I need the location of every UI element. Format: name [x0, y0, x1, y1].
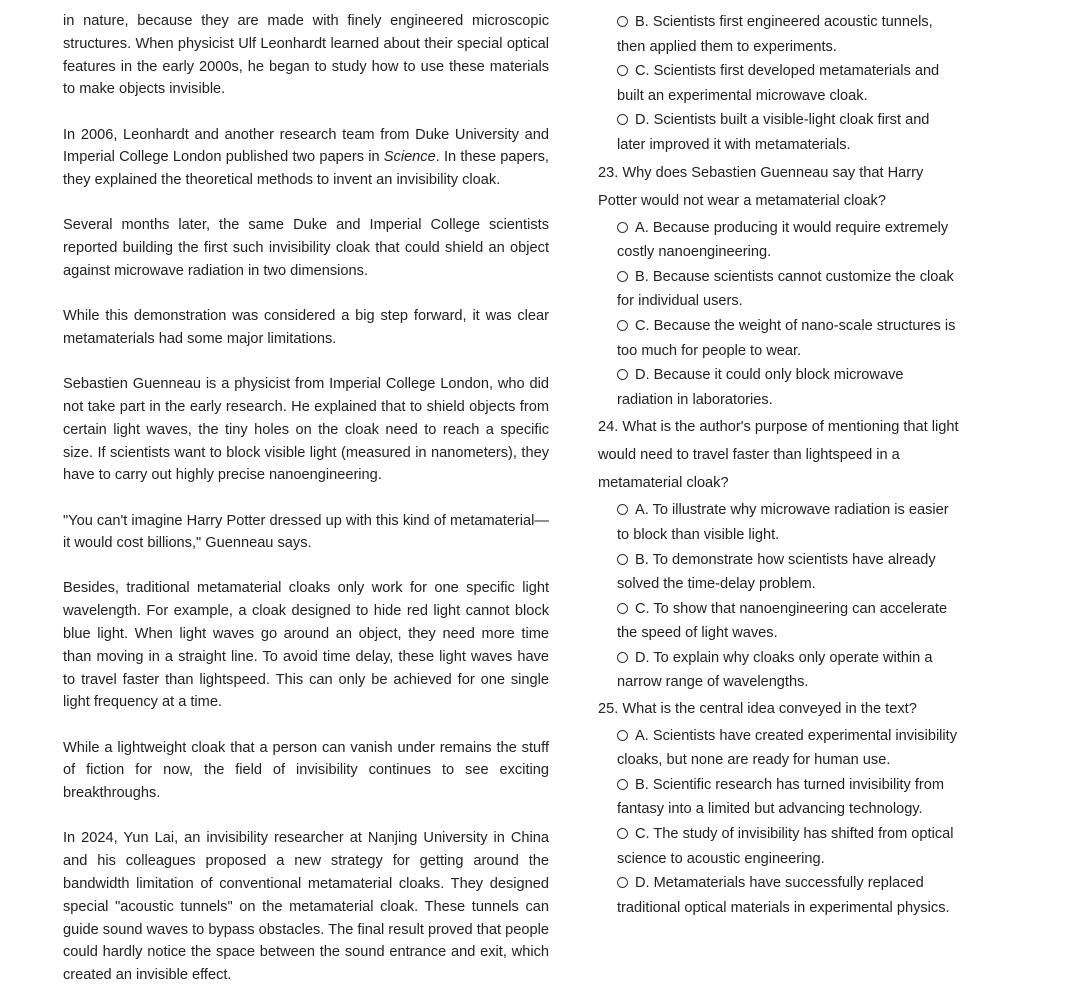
radio-button-icon[interactable] — [617, 828, 628, 839]
question-24-text: 24. What is the author's purpose of mentioning that light would need to travel faster than lightspeed in a metamaterial cloak? — [598, 419, 959, 492]
option-text: C. The study of invisibility has shifted from optical science to acoustic engineering. — [617, 826, 954, 867]
passage-paragraph-1: in nature, because they are made with finely engineered microscopic structures. When physicist Ulf Leonhardt learned about their special optical features in the early 2000s, he began to study how to use these materials to make objects invisible. — [63, 13, 549, 98]
questions-column — [598, 10, 960, 920]
passage-paragraph-7: Besides, traditional metamaterial cloaks only work for one specific light wavelength. For example, a cloak designed to hide red light cannot block blue light. When light waves go around an object, they need more time than moving in a straight line. To avoid time delay, these light waves have to travel faster than lightspeed. This can only be achieved for one single light frequency at a time. — [63, 580, 549, 711]
option-text: A. Scientists have created experimental invisibility cloaks, but none are ready for human use. — [617, 727, 958, 769]
passage-paragraph-4: While this demonstration was considered a big step forward, it was clear metamaterials had some major limitations. — [63, 308, 549, 347]
option-text: B. Because scientists cannot customize the cloak for individual users. — [617, 268, 954, 310]
q23-option-c[interactable] — [617, 314, 960, 363]
radio-button-icon[interactable] — [617, 271, 628, 282]
radio-button-icon[interactable] — [617, 730, 628, 741]
option-text: D. Because it could only block microwave radiation in laboratories. — [617, 367, 904, 408]
radio-button-icon[interactable] — [617, 320, 628, 331]
option-text: C. To show that nanoengineering can accelerate the speed of light waves. — [617, 600, 948, 642]
option-text: C. Scientists first developed metamaterials and built an experimental microwave cloak. — [617, 63, 940, 104]
radio-button-icon[interactable] — [617, 603, 628, 614]
question-22-options — [598, 10, 960, 158]
journal-name: Science — [383, 149, 436, 166]
option-text: A. To illustrate why microwave radiation is easier to block than visible light. — [617, 502, 949, 543]
q22-option-c[interactable] — [617, 59, 960, 108]
passage-paragraph-2 — [63, 124, 549, 192]
passage-paragraph-8: While a lightweight cloak that a person can vanish under remains the stuff of fiction for now, the field of invisibility continues to see exciting breakthroughs. — [63, 739, 549, 802]
radio-button-icon[interactable] — [617, 779, 628, 790]
q24-option-d[interactable] — [617, 646, 960, 695]
option-text: D. Scientists built a visible-light cloak first and later improved it with metamaterials. — [617, 112, 930, 153]
q25-option-a[interactable] — [617, 724, 960, 773]
paragraph-2-end: . In these papers, they explained the theoretical methods to invent an invisibility cloak. — [63, 149, 549, 189]
q24-option-a[interactable] — [617, 498, 960, 547]
reading-passage — [63, 10, 549, 987]
option-text: D. To explain why cloaks only operate within a narrow range of wavelengths. — [617, 649, 933, 691]
passage-paragraph-5: Sebastien Guenneau is a physicist from Imperial College London, who did not take part in the early research. He explained that to shield objects from certain light waves, the tiny holes on the cloak need to reach a specific size. If scientists want to block visible light (measured in nanometers), they have to carry out highly precise nanoengineering. — [63, 376, 549, 484]
paragraph-2-start: In 2006, Leonhardt and another research team from Duke University and Imperial College London published two papers in — [63, 126, 549, 166]
q25-option-b[interactable] — [617, 773, 960, 822]
q23-option-d[interactable] — [617, 363, 960, 412]
option-text: A. Because producing it would require extremely costly nanoengineering. — [617, 219, 949, 261]
option-text: B. Scientific research has turned invisibility from fantasy into a limited but advancing technology. — [617, 776, 945, 818]
q23-option-b[interactable] — [617, 265, 960, 314]
option-text: B. To demonstrate how scientists have already solved the time-delay problem. — [617, 551, 936, 593]
q25-option-d[interactable] — [617, 871, 960, 920]
q23-option-a[interactable] — [617, 216, 960, 265]
q24-option-c[interactable] — [617, 597, 960, 646]
radio-button-icon[interactable] — [617, 554, 628, 565]
q25-option-c[interactable] — [617, 822, 960, 871]
q22-option-d[interactable] — [617, 108, 960, 157]
question-25-options — [598, 724, 960, 921]
q24-option-b[interactable] — [617, 548, 960, 597]
passage-paragraph-9: In 2024, Yun Lai, an invisibility researcher at Nanjing University in China and his colleagues proposed a new strategy for getting around the bandwidth limitation of conventional metamaterial cloaks. They designed special "acoustic tunnels" on the metamaterial cloak. These tunnels can guide sound waves to bypass obstacles. The final result proved that people could hardly notice the space between the sound entrance and exit, which created an invisible effect. — [63, 830, 549, 984]
option-text: B. Scientists first engineered acoustic tunnels, then applied them to experiments. — [617, 14, 933, 55]
q22-option-b[interactable] — [617, 10, 960, 59]
question-23-text: 23. Why does Sebastien Guenneau say that Harry Potter would not wear a metamaterial cloak? — [598, 164, 924, 209]
radio-button-icon[interactable] — [617, 222, 628, 233]
question-25-text: 25. What is the central idea conveyed in the text? — [598, 701, 917, 718]
radio-button-icon[interactable] — [617, 652, 628, 663]
passage-paragraph-6: "You can't imagine Harry Potter dressed up with this kind of metamaterial—it would cost billions," Guenneau says. — [63, 512, 549, 552]
question-23-options — [598, 216, 960, 413]
option-text: D. Metamaterials have successfully replaced traditional optical materials in experimental physics. — [617, 875, 950, 916]
passage-paragraph-3: Several months later, the same Duke and Imperial College scientists reported building the first such invisibility cloak that could shield an object against microwave radiation in two dimensions. — [63, 217, 549, 279]
option-text: C. Because the weight of nano-scale structures is too much for people to wear. — [617, 317, 956, 359]
radio-button-icon[interactable] — [617, 16, 628, 27]
question-24-options — [598, 498, 960, 695]
